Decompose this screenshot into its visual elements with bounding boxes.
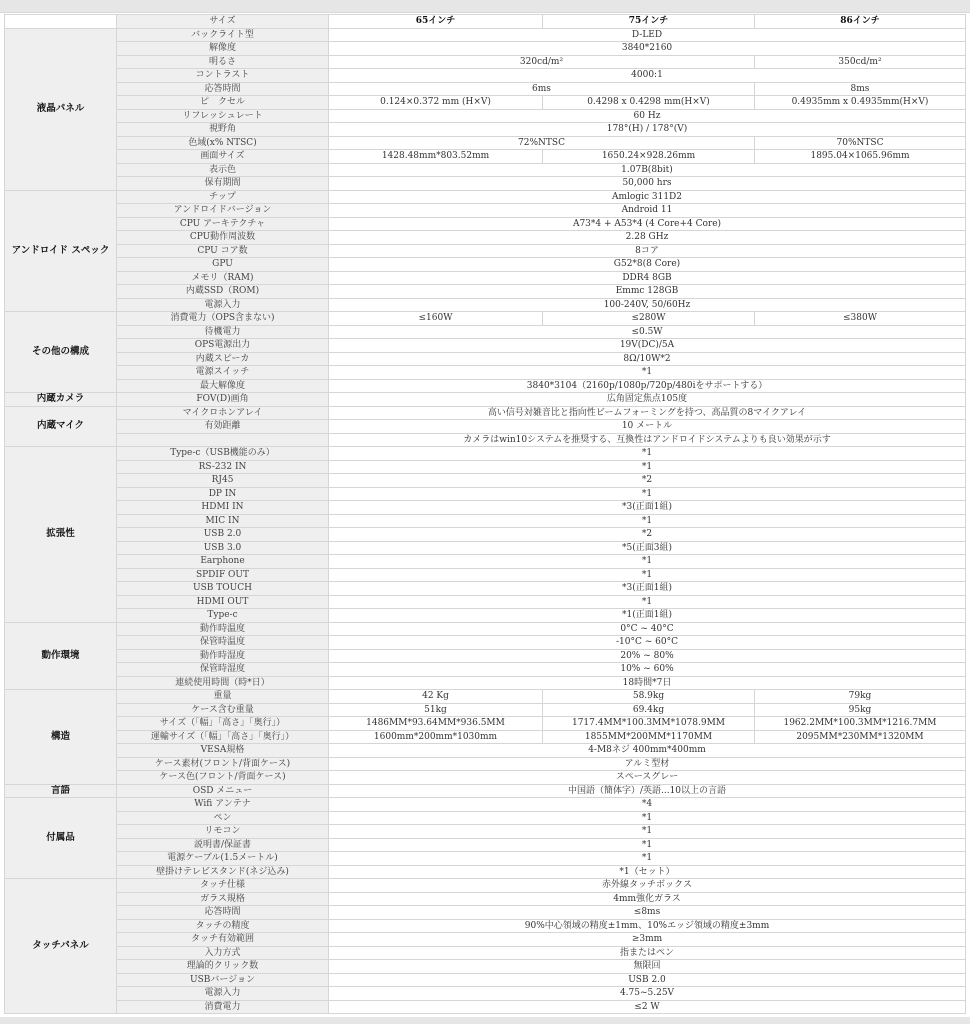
table-header-row (5, 15, 966, 29)
table-row (5, 177, 966, 191)
spec-value-cell: 8コア (329, 244, 966, 258)
table-row (5, 879, 966, 893)
spec-label-cell: 電源スイッチ (117, 366, 329, 380)
category-cell: 言語 (5, 784, 117, 798)
table-row (5, 676, 966, 690)
spec-label-cell: 有効距離 (117, 420, 329, 434)
spec-label-cell: ガラス規格 (117, 892, 329, 906)
spec-label-cell: アンドロイドバージョン (117, 204, 329, 218)
table-row (5, 852, 966, 866)
spec-value-cell: 95kg (755, 703, 966, 717)
spec-value-cell: 2.28 GHz (329, 231, 966, 245)
bottom-bar (0, 1017, 970, 1024)
spec-value-cell: アルミ型材 (329, 757, 966, 771)
spec-label-cell: USB 3.0 (117, 541, 329, 555)
spec-label-cell: Type-c（USB機能のみ） (117, 447, 329, 461)
spec-value-cell: *1 (329, 487, 966, 501)
spec-value-cell: 1650.24×928.26mm (543, 150, 755, 164)
spec-value-cell: 広角固定焦点105度 (329, 393, 966, 407)
category-cell: アンドロイド スペック (5, 190, 117, 312)
spec-value-cell: Amlogic 311D2 (329, 190, 966, 204)
category-cell: 付属品 (5, 798, 117, 879)
table-row (5, 190, 966, 204)
spec-label-cell: HDMI IN (117, 501, 329, 515)
spec-label-cell: 待機電力 (117, 325, 329, 339)
table-row (5, 906, 966, 920)
spec-value-cell: *1 (329, 460, 966, 474)
spec-label-cell: 解像度 (117, 42, 329, 56)
table-row (5, 460, 966, 474)
spec-label-cell: 電源ケーブル(1.5メートル) (117, 852, 329, 866)
spec-value-cell: 18時間*7日 (329, 676, 966, 690)
spec-value-cell: ≤380W (755, 312, 966, 326)
category-cell: タッチパネル (5, 879, 117, 1014)
spec-value-cell: ≤8ms (329, 906, 966, 920)
spec-value-cell: ≤0.5W (329, 325, 966, 339)
category-cell: 内蔵マイク (5, 406, 117, 447)
table-row (5, 919, 966, 933)
spec-value-cell: *1 (329, 811, 966, 825)
spec-value-cell: 6ms (329, 82, 755, 96)
spec-table-body (5, 15, 966, 1014)
spec-value-cell: ≤2 W (329, 1000, 966, 1014)
table-row (5, 204, 966, 218)
spec-label-cell: 画面サイズ (117, 150, 329, 164)
table-row (5, 379, 966, 393)
table-row (5, 1000, 966, 1014)
spec-label-cell: タッチ仕様 (117, 879, 329, 893)
spec-value-cell: ≤280W (543, 312, 755, 326)
spec-value-cell: USB 2.0 (329, 973, 966, 987)
spec-label-cell: 説明書/保証書 (117, 838, 329, 852)
spec-value-cell: 58.9kg (543, 690, 755, 704)
spec-value-cell: 指またはペン (329, 946, 966, 960)
spec-label-cell: 明るさ (117, 55, 329, 69)
spec-label-cell: Type-c (117, 609, 329, 623)
category-cell: 拡張性 (5, 447, 117, 623)
spec-value-cell: 10% ~ 60% (329, 663, 966, 677)
spec-value-cell: ≤160W (329, 312, 543, 326)
table-row (5, 82, 966, 96)
spec-label-cell: マイクロホンアレイ (117, 406, 329, 420)
table-row (5, 298, 966, 312)
spec-value-cell: 10 メートル (329, 420, 966, 434)
spec-value-cell: 赤外線タッチボックス (329, 879, 966, 893)
spec-label-cell: 動作時湿度 (117, 649, 329, 663)
spec-value-cell: ≥3mm (329, 933, 966, 947)
table-row (5, 217, 966, 231)
spec-value-cell: *1 (329, 366, 966, 380)
table-row (5, 528, 966, 542)
table-row (5, 258, 966, 272)
table-row (5, 501, 966, 515)
table-row (5, 285, 966, 299)
spec-value-cell: 51kg (329, 703, 543, 717)
spec-label-cell: 壁掛けテレビスタンド(ネジ込み) (117, 865, 329, 879)
spec-value-cell: G52*8(8 Core) (329, 258, 966, 272)
spec-value-cell: 60 Hz (329, 109, 966, 123)
table-row (5, 622, 966, 636)
spec-label-cell: CPU動作周波数 (117, 231, 329, 245)
spec-label-cell: ピ クセル (117, 96, 329, 110)
spec-value-cell: 0°C ~ 40°C (329, 622, 966, 636)
spec-label-cell: リフレッシュレート (117, 109, 329, 123)
table-row (5, 582, 966, 596)
spec-value-cell: -10°C ~ 60°C (329, 636, 966, 650)
spec-value-cell: *2 (329, 474, 966, 488)
table-row (5, 406, 966, 420)
spec-label-cell: 消費電力 (117, 1000, 329, 1014)
spec-value-cell: 50,000 hrs (329, 177, 966, 191)
table-row (5, 123, 966, 137)
spec-value-cell: 70%NTSC (755, 136, 966, 150)
table-row (5, 946, 966, 960)
table-row (5, 555, 966, 569)
spec-label-cell: タッチの精度 (117, 919, 329, 933)
header-blank-cell (5, 15, 117, 29)
spec-label-cell: SPDIF OUT (117, 568, 329, 582)
table-row (5, 744, 966, 758)
spec-value-cell: *5(正面3組) (329, 541, 966, 555)
spec-label-cell: 電源入力 (117, 298, 329, 312)
spec-value-cell: 高い信号対雑音比と指向性ビームフォーミングを持つ、高品質の8マイクアレイ (329, 406, 966, 420)
spec-label-cell: 保有期間 (117, 177, 329, 191)
spec-value-cell: *1 (329, 514, 966, 528)
spec-label-cell: 動作時温度 (117, 622, 329, 636)
spec-label-cell: Earphone (117, 555, 329, 569)
table-row (5, 838, 966, 852)
spec-label-cell: メモリ（RAM) (117, 271, 329, 285)
spec-value-cell: D-LED (329, 28, 966, 42)
table-row (5, 514, 966, 528)
spec-label-cell: RS-232 IN (117, 460, 329, 474)
table-row (5, 825, 966, 839)
table-row (5, 366, 966, 380)
spec-value-cell: 0.4298 x 0.4298 mm(H×V) (543, 96, 755, 110)
table-row (5, 244, 966, 258)
table-row (5, 717, 966, 731)
table-row (5, 649, 966, 663)
spec-value-cell: 8Ω/10W*2 (329, 352, 966, 366)
table-row (5, 271, 966, 285)
spec-label-cell: 重量 (117, 690, 329, 704)
spec-value-cell: 4.75~5.25V (329, 987, 966, 1001)
table-row (5, 136, 966, 150)
table-row (5, 352, 966, 366)
spec-label-cell: USBバージョン (117, 973, 329, 987)
spec-label-cell: CPU アーキテクチャ (117, 217, 329, 231)
spec-value-cell: *1 (329, 555, 966, 569)
spec-label-cell: 運輸サイズ（「幅」「高さ」「奥行」） (117, 730, 329, 744)
table-row (5, 231, 966, 245)
spec-value-cell: 4mm強化ガラス (329, 892, 966, 906)
spec-label-cell: USB 2.0 (117, 528, 329, 542)
category-cell: 液晶パネル (5, 28, 117, 190)
table-row (5, 420, 966, 434)
spec-value-cell: 3840*3104（2160p/1080p/720p/480iをサポートする） (329, 379, 966, 393)
spec-label-cell (117, 433, 329, 447)
table-row (5, 771, 966, 785)
table-row (5, 474, 966, 488)
category-cell: 動作環境 (5, 622, 117, 690)
table-row (5, 730, 966, 744)
spec-label-cell: 最大解像度 (117, 379, 329, 393)
spec-value-cell: 1855MM*200MM*1170MM (543, 730, 755, 744)
category-cell: 構造 (5, 690, 117, 785)
spec-label-cell: OSD メニュー (117, 784, 329, 798)
table-row (5, 892, 966, 906)
table-row (5, 339, 966, 353)
table-row (5, 312, 966, 326)
spec-value-cell: A73*4 + A53*4 (4 Core+4 Core) (329, 217, 966, 231)
spec-value-cell: *1 (329, 825, 966, 839)
header-65-inch: 65インチ (329, 15, 543, 29)
spec-value-cell: 4000:1 (329, 69, 966, 83)
category-cell: その他の構成 (5, 312, 117, 393)
spec-value-cell: 0.124×0.372 mm (H×V) (329, 96, 543, 110)
spec-value-cell: Emmc 128GB (329, 285, 966, 299)
spec-label-cell: OPS電源出力 (117, 339, 329, 353)
spec-value-cell: *1（セット） (329, 865, 966, 879)
spec-value-cell: DDR4 8GB (329, 271, 966, 285)
spec-value-cell: 1962.2MM*100.3MM*1216.7MM (755, 717, 966, 731)
spec-value-cell: Android 11 (329, 204, 966, 218)
spec-label-cell: ペン (117, 811, 329, 825)
table-row (5, 150, 966, 164)
table-row (5, 784, 966, 798)
table-row (5, 609, 966, 623)
spec-value-cell: 2095MM*230MM*1320MM (755, 730, 966, 744)
spec-label-cell: GPU (117, 258, 329, 272)
spec-label-cell: 保管時温度 (117, 636, 329, 650)
table-row (5, 109, 966, 123)
table-row (5, 541, 966, 555)
spec-label-cell: バックライト型 (117, 28, 329, 42)
table-row (5, 798, 966, 812)
spec-label-cell: 内蔵スピーカ (117, 352, 329, 366)
table-row (5, 960, 966, 974)
spec-value-cell: 1600mm*200mm*1030mm (329, 730, 543, 744)
table-row (5, 487, 966, 501)
table-row (5, 757, 966, 771)
table-row (5, 987, 966, 1001)
spec-label-cell: タッチ有効範囲 (117, 933, 329, 947)
spec-value-cell: 4-M8ネジ 400mm*400mm (329, 744, 966, 758)
spec-label-cell: ケース含む重量 (117, 703, 329, 717)
spec-label-cell: FOV(D)画角 (117, 393, 329, 407)
table-row (5, 163, 966, 177)
table-row (5, 69, 966, 83)
spec-table (4, 14, 966, 1014)
table-row (5, 595, 966, 609)
spec-value-cell: 69.4kg (543, 703, 755, 717)
spec-value-cell: *4 (329, 798, 966, 812)
table-row (5, 663, 966, 677)
spec-value-cell: *1 (329, 568, 966, 582)
table-row (5, 865, 966, 879)
spec-value-cell: スペースグレー (329, 771, 966, 785)
spec-value-cell: *3(正面1組) (329, 582, 966, 596)
header-86-inch: 86インチ (755, 15, 966, 29)
spec-value-cell: 3840*2160 (329, 42, 966, 56)
spec-label-cell: 応答時間 (117, 82, 329, 96)
spec-value-cell: 1717.4MM*100.3MM*1078.9MM (543, 717, 755, 731)
spec-value-cell: 72%NTSC (329, 136, 755, 150)
table-row (5, 568, 966, 582)
spec-value-cell: 320cd/m² (329, 55, 755, 69)
spec-value-cell: *1 (329, 595, 966, 609)
table-row (5, 811, 966, 825)
spec-label-cell: RJ45 (117, 474, 329, 488)
table-row (5, 96, 966, 110)
spec-value-cell: 100-240V, 50/60Hz (329, 298, 966, 312)
spec-label-cell: CPU コア数 (117, 244, 329, 258)
spec-label-cell: 連続使用時間（時*日） (117, 676, 329, 690)
spec-label-cell: 入力方式 (117, 946, 329, 960)
spec-label-cell: 保管時湿度 (117, 663, 329, 677)
spec-value-cell: *2 (329, 528, 966, 542)
header-75-inch: 75インチ (543, 15, 755, 29)
spec-label-cell: 表示色 (117, 163, 329, 177)
table-row (5, 42, 966, 56)
spec-label-cell: 消費電力（OPS含まない) (117, 312, 329, 326)
spec-label-cell: ケース色(フロント/背面ケース) (117, 771, 329, 785)
spec-label-cell: HDMI OUT (117, 595, 329, 609)
table-row (5, 393, 966, 407)
spec-value-cell: 350cd/m² (755, 55, 966, 69)
spec-label-cell: MIC IN (117, 514, 329, 528)
spec-value-cell: 1486MM*93.64MM*936.5MM (329, 717, 543, 731)
table-row (5, 55, 966, 69)
spec-value-cell: 90%中心領域の精度±1mm、10%エッジ領域の精度±3mm (329, 919, 966, 933)
table-row (5, 703, 966, 717)
spec-label-cell: ケース素材(フロント/背面ケース) (117, 757, 329, 771)
spec-label-cell: DP IN (117, 487, 329, 501)
table-row (5, 433, 966, 447)
spec-value-cell: カメラはwin10システムを推奨する、互換性はアンドロイドシステムよりも良い効果が示す (329, 433, 966, 447)
spec-value-cell: 1895.04×1065.96mm (755, 150, 966, 164)
spec-value-cell: *3(正面1組) (329, 501, 966, 515)
spec-label-cell: USB TOUCH (117, 582, 329, 596)
spec-label-cell: 応答時間 (117, 906, 329, 920)
spec-label-cell: 視野角 (117, 123, 329, 137)
spec-value-cell: 20% ~ 80% (329, 649, 966, 663)
spec-value-cell: 1.07B(8bit) (329, 163, 966, 177)
spec-value-cell: 79kg (755, 690, 966, 704)
spec-label-cell: Wifi アンテナ (117, 798, 329, 812)
table-row (5, 933, 966, 947)
spec-value-cell: 0.4935mm x 0.4935mm(H×V) (755, 96, 966, 110)
top-bar (0, 0, 970, 13)
spec-label-cell: チップ (117, 190, 329, 204)
spec-label-cell: コントラスト (117, 69, 329, 83)
spec-value-cell: 1428.48mm*803.52mm (329, 150, 543, 164)
table-row (5, 636, 966, 650)
table-row (5, 690, 966, 704)
spec-value-cell: *1(正面1組) (329, 609, 966, 623)
spec-value-cell: 中国語（簡体字）/英語...10以上の言語 (329, 784, 966, 798)
spec-label-cell: 理論的クリック数 (117, 960, 329, 974)
header-label: サイズ (117, 15, 329, 29)
spec-label-cell: VESA規格 (117, 744, 329, 758)
spec-value-cell: *1 (329, 838, 966, 852)
table-row (5, 973, 966, 987)
spec-value-cell: 無限回 (329, 960, 966, 974)
spec-label-cell: サイズ（「幅」「高さ」「奥行」） (117, 717, 329, 731)
spec-label-cell: 内蔵SSD（ROM) (117, 285, 329, 299)
spec-value-cell: 178°(H) / 178°(V) (329, 123, 966, 137)
table-row (5, 325, 966, 339)
table-row (5, 447, 966, 461)
spec-label-cell: 色域(x% NTSC) (117, 136, 329, 150)
spec-value-cell: *1 (329, 852, 966, 866)
spec-value-cell: 42 Kg (329, 690, 543, 704)
spec-value-cell: 8ms (755, 82, 966, 96)
category-cell: 内蔵カメラ (5, 393, 117, 407)
table-row (5, 28, 966, 42)
spec-value-cell: *1 (329, 447, 966, 461)
spec-value-cell: 19V(DC)/5A (329, 339, 966, 353)
spec-label-cell: 電源入力 (117, 987, 329, 1001)
spec-label-cell: リモコン (117, 825, 329, 839)
